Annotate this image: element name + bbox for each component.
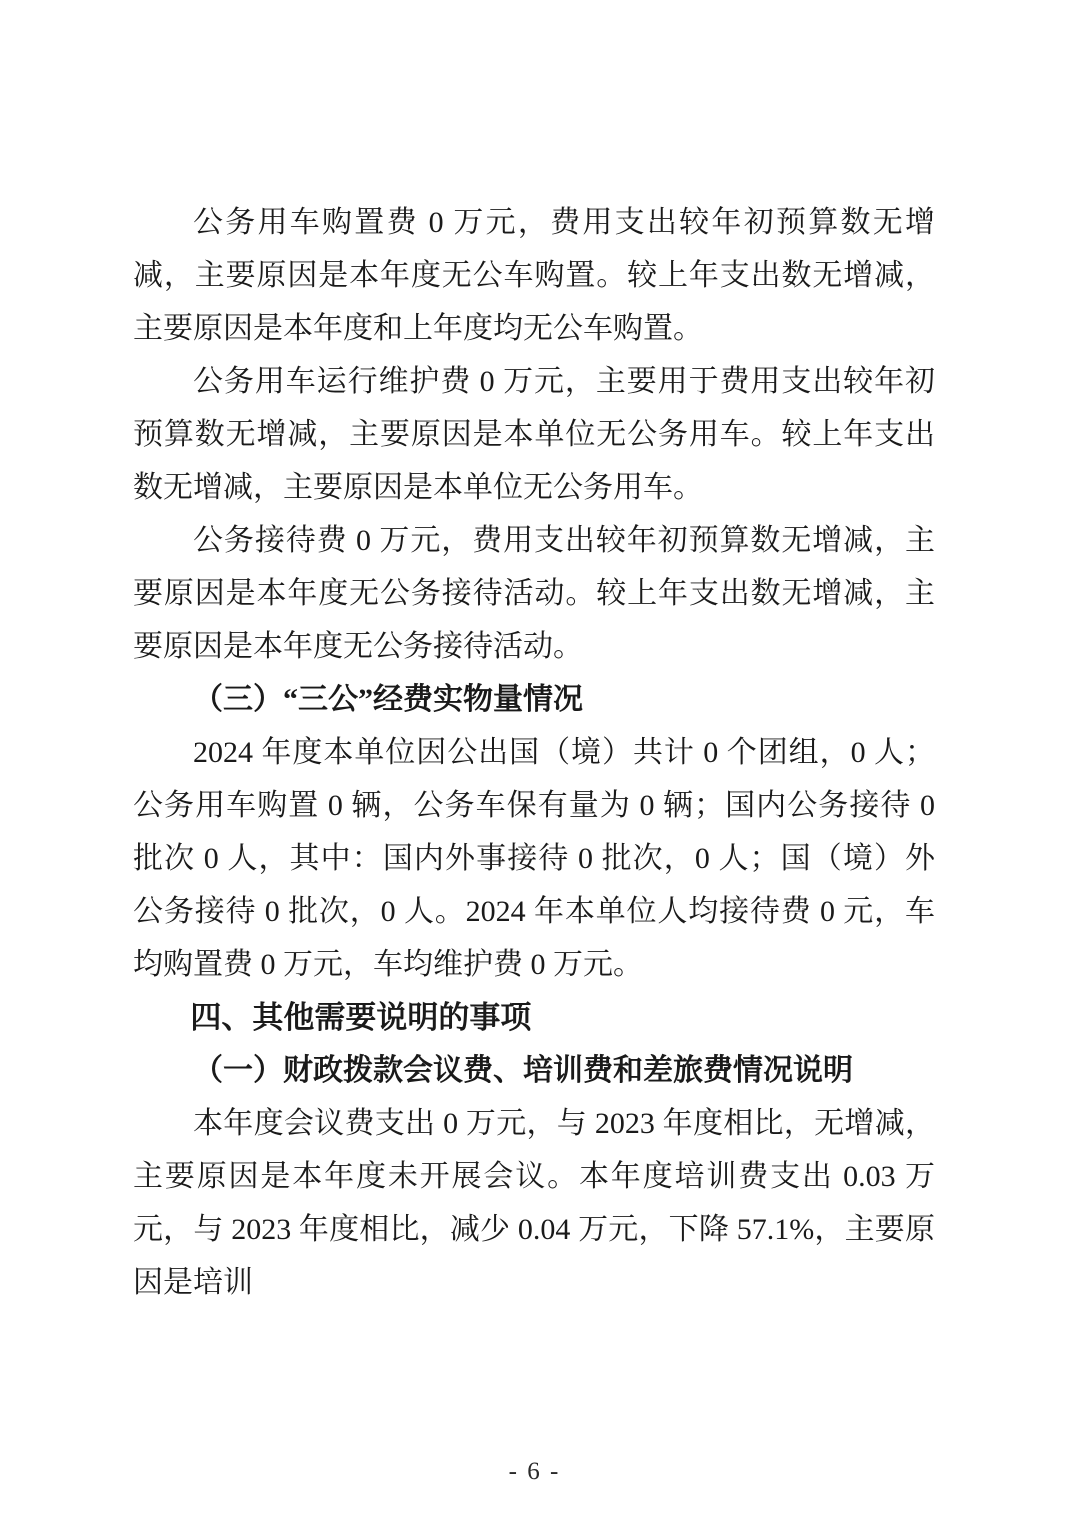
paragraph-meeting-training-fee: 本年度会议费支出 0 万元，与 2023 年度相比，无增减，主要原因是本年度未开展会议。本年度培训费支出 0.03 万元，与 2023 年度相比，减少 0.04 万元，下降 57.1%，主要原因是培训 bbox=[133, 1107, 935, 1299]
paragraph-physical-quantity-details: 2024 年度本单位因公出国（境）共计 0 个团组，0 人；公务用车购置 0 辆，公务车保有量为 0 辆；国内公务接待 0 批次 0 人，其中：国内外事接待 0 批次，0 人；国（境）外公务接待 0 批次，0 人。2024 年本单位人均接待费 0 元，车均购置费 0 万元，车均维护费 0 万元。 bbox=[133, 736, 935, 981]
document-body bbox=[133, 196, 935, 1309]
paragraph-car-maintenance-fee: 公务用车运行维护费 0 万元，主要用于费用支出较年初预算数无增减，主要原因是本单位无公务用车。较上年支出数无增减，主要原因是本单位无公务用车。 bbox=[133, 365, 935, 504]
page-number: - 6 - bbox=[508, 1458, 561, 1485]
heading-section-three-physical-quantity: （三）“三公”经费实物量情况 bbox=[193, 683, 583, 716]
paragraph-official-reception-fee: 公务接待费 0 万元，费用支出较年初预算数无增减，主要原因是本年度无公务接待活动。较上年支出数无增减，主要原因是本年度无公务接待活动。 bbox=[133, 524, 935, 663]
heading-section-four-other-matters: 四、其他需要说明的事项 bbox=[190, 1000, 532, 1035]
paragraph-car-purchase-fee: 公务用车购置费 0 万元，费用支出较年初预算数无增减，主要原因是本年度无公车购置。较上年支出数无增减，主要原因是本年度和上年度均无公车购置。 bbox=[133, 206, 935, 345]
heading-subsection-one-meeting-training-travel: （一）财政拨款会议费、培训费和差旅费情况说明 bbox=[193, 1054, 853, 1087]
